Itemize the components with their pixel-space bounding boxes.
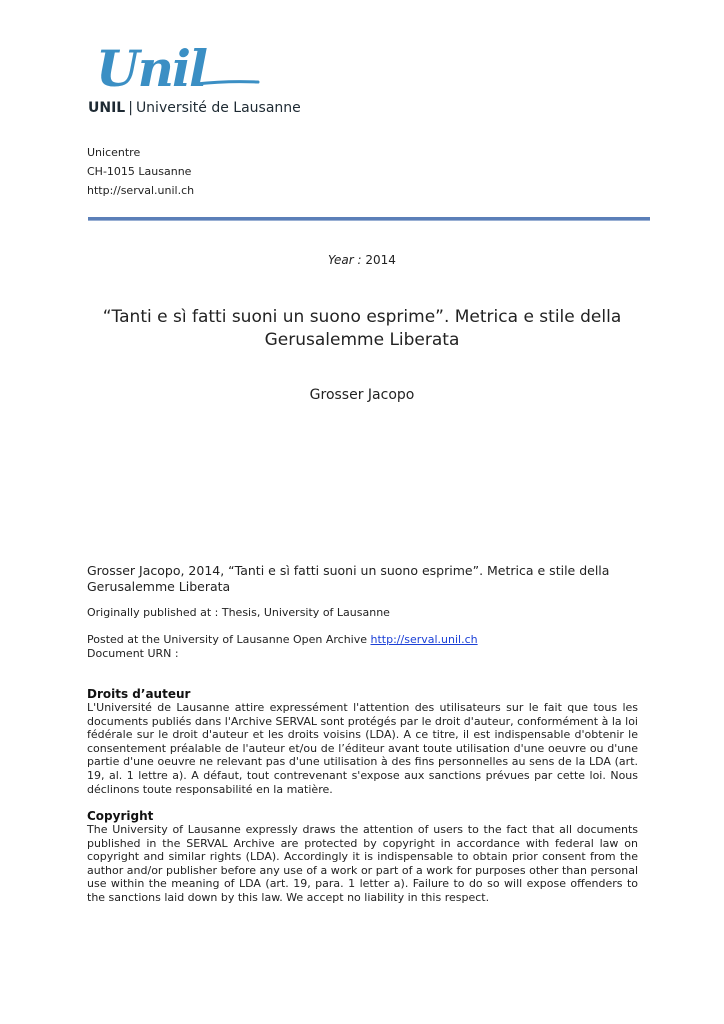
address-line-1: Unicentre <box>87 146 141 159</box>
posted-block <box>87 633 478 661</box>
logo-caption <box>88 100 301 116</box>
copyright-heading: Copyright <box>87 809 154 823</box>
year-line <box>0 253 724 267</box>
logo-caption-university: Université de Lausanne <box>135 100 301 116</box>
year-label: Year : <box>328 253 362 267</box>
posted-text: Posted at the University of Lausanne Open Archive <box>87 633 368 646</box>
citation: Grosser Jacopo, 2014, “Tanti e sì fatti suoni un suono esprime”. Metrica e stile della Gerusalemme Liberata <box>87 563 610 594</box>
published-at: Originally published at : Thesis, University of Lausanne <box>87 606 390 619</box>
posted-line <box>87 633 478 647</box>
document-author: Grosser Jacopo <box>309 387 415 403</box>
header-divider <box>88 217 650 220</box>
droits-heading: Droits d’auteur <box>87 687 191 701</box>
address-line-3: http://serval.unil.ch <box>87 184 195 197</box>
unil-logo-script: Unil <box>96 40 206 98</box>
copyright-body: The University of Lausanne expressly draws the attention of users to the fact that all documents published in the SERVAL Archive are protected by copyright in accordance with federal law on copyright and similar rights (LDA). Accordingly it is indispensable to obtain prior consent from the author and/or publisher before any use of a work or part of a work for purposes other than personal use within the meaning of LDA (art. 19, para. 1 letter a). Failure to do so will expose offenders to the sanctions laid down by this law. We accept no liability in this respect. <box>87 823 638 904</box>
droits-body: L'Université de Lausanne attire expressément l'attention des utilisateurs sur le fait que tous les documents publiés dans l'Archive SERVAL sont protégés par le droit d'auteur, conformément à la loi fédérale sur le droit d'auteur et les droits voisins (LDA). A ce titre, il est indispensable d'obtenir le consentement préalable de l'auteur et/ou de l’éditeur avant toute utilisation d'une oeuvre ou d'une partie d'une oeuvre ne relevant pas d'une utilisation à des fins personnelles au sens de la LDA (art. 19, al. 1 lettre a). A défaut, tout contrevenant s'expose aux sanctions prévues par cette loi. Nous déclinons toute responsabilité en la matière. <box>87 701 638 796</box>
logo-caption-separator: | <box>128 100 133 116</box>
address-block <box>87 143 194 200</box>
unil-logo <box>92 40 262 98</box>
year-value: 2014 <box>365 253 396 267</box>
document-urn: Document URN : <box>87 647 179 660</box>
logo-caption-unil: UNIL <box>88 100 126 116</box>
document-title: “Tanti e sì fatti suoni un suono esprime”. Metrica e stile della Gerusalemme Liberata <box>102 307 622 350</box>
serval-link[interactable]: http://serval.unil.ch <box>370 633 478 646</box>
unil-logo-swash <box>196 82 258 84</box>
address-line-2: CH-1015 Lausanne <box>87 165 192 178</box>
